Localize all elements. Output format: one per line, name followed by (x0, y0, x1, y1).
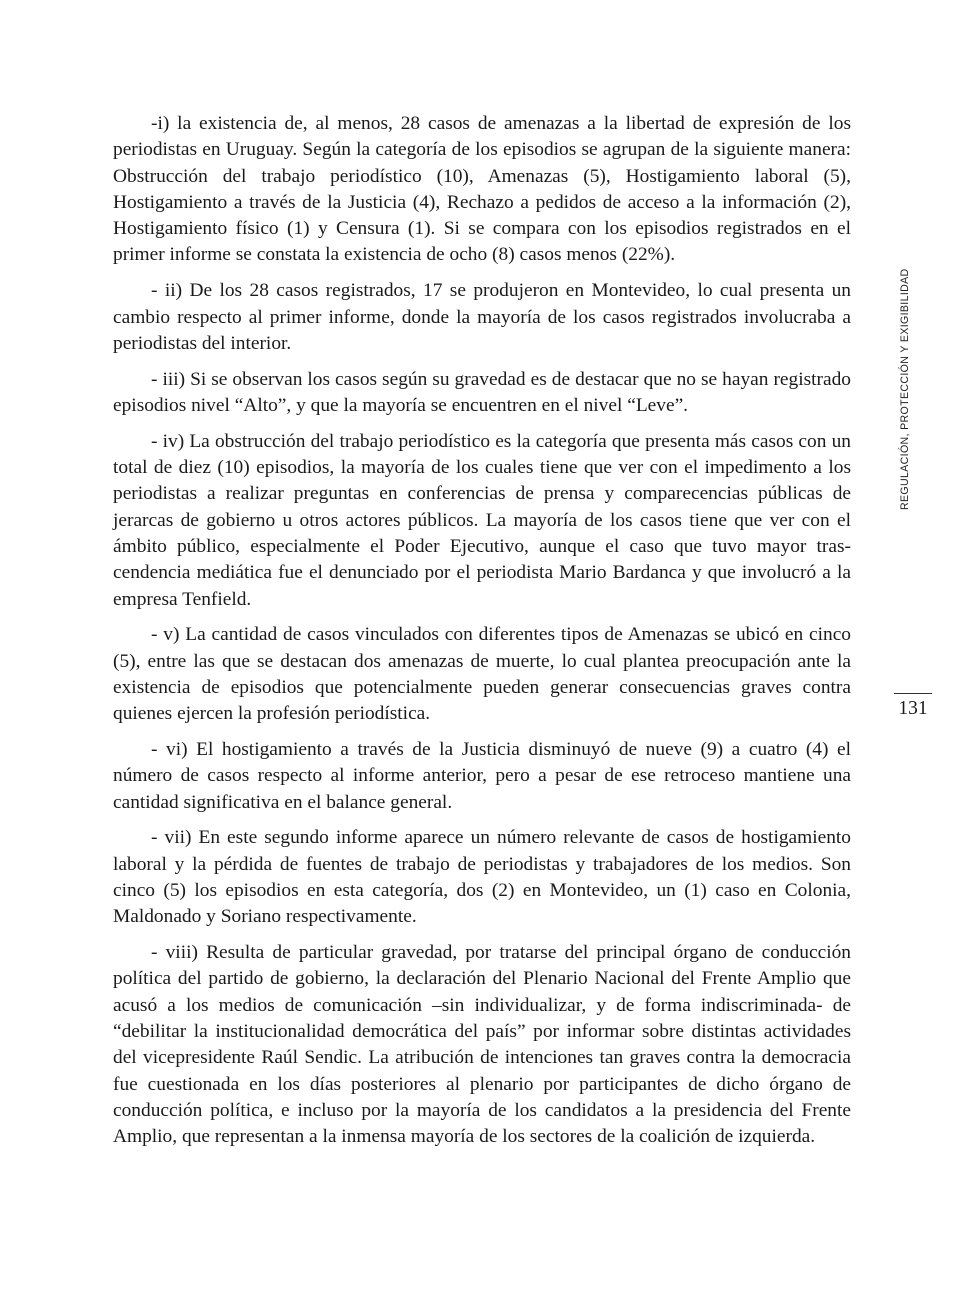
paragraph-v: - v) La cantidad de casos vinculados con diferentes tipos de Amenazas se ubicó en cinco (5), entre las que se destacan dos amenazas de muerte, lo cual plantea preocupación ante la existencia de episodios que potencialmente pueden generar consecuencias graves contra quienes ejercen la profesión periodística. (113, 624, 851, 725)
page-number-rule (894, 693, 932, 694)
running-head: REGULACIÓN, PROTECCIÓN Y EXIGIBILIDAD (899, 268, 911, 510)
paragraph-iii: - iii) Si se observan los casos según su gravedad es de destacar que no se hayan registrado episodios nivel “Alto”, y que la mayoría se encuentren en el nivel “Leve”. (113, 368, 851, 416)
paragraph-vii: - vii) En este segundo informe aparece un número relevante de casos de hostigamiento laboral y la pérdida de fuentes de trabajo de periodistas y trabajadores de los medios. Son cinco (5) los episodios en esta categoría, dos (2) en Montevideo, un (1) caso en Colonia, Maldonado y Soriano respectivamente. (113, 827, 851, 928)
body-text (113, 111, 851, 1160)
paragraph-i: -i) la existencia de, al menos, 28 casos de amenazas a la libertad de expresión de los periodistas en Uruguay. Según la categoría de los episodios se agrupan de la siguiente manera: Obstrucción del trabajo periodístico (10), Amenazas (5), Hostigamiento laboral (5), Hostigamiento a través de la Justicia (4), Rechazo a pedidos de acceso a la información (2), Hostigamiento físico (1) y Censura (1). Si se compara con los episodios registrados en el primer informe se constata la existencia de ocho (8) casos menos (22%). (113, 113, 851, 266)
paragraph-viii: - viii) Resulta de particular gravedad, por tratarse del principal órgano de conducción política del partido de gobierno, la declaración del Plenario Nacional del Frente Amplio que acusó a los medios de comunicación –sin individualizar, y de forma indiscriminada- de “debilitar la institucionalidad democrática del país” por informar sobre distintas actividades del vicepresidente Raúl Sendic. La atribución de intenciones tan graves contra la democracia fue cuestionada en los días posteriores al plenario por participantes de dicho órgano de conducción política, e incluso por la mayoría de los candidatos a la presidencia del Frente Amplio, que representan a la inmensa mayoría de los sectores de la coalición de izquierda. (113, 942, 851, 1148)
page-number: 131 (898, 698, 928, 719)
paragraph-vi: - vi) El hostigamiento a través de la Justicia disminuyó de nueve (9) a cuatro (4) el número de casos respecto al informe anterior, pero a pesar de ese retroceso mantiene una cantidad significativa en el balance general. (113, 739, 851, 813)
paragraph-iv: - iv) La obstrucción del trabajo periodístico es la categoría que presenta más casos con un total de diez (10) episodios, la mayoría de los cuales tiene que ver con el impedimento a los periodistas a realizar preguntas en conferencias de prensa y comparecencias públicas de jerarcas de gobierno u otros actores públicos. La mayoría de los casos tiene que ver con el ámbito público, especialmente el Poder Ejecutivo, aunque el caso que tuvo mayor trascendencia mediática fue el denunciado por el periodista Mario Bardanca y que involucró a la empresa Tenfield. (113, 430, 851, 610)
paragraph-ii: - ii) De los 28 casos registrados, 17 se produjeron en Montevideo, lo cual presenta un cambio respecto al primer informe, donde la mayoría de los casos registrados involucraba a periodistas del interior. (113, 280, 851, 354)
